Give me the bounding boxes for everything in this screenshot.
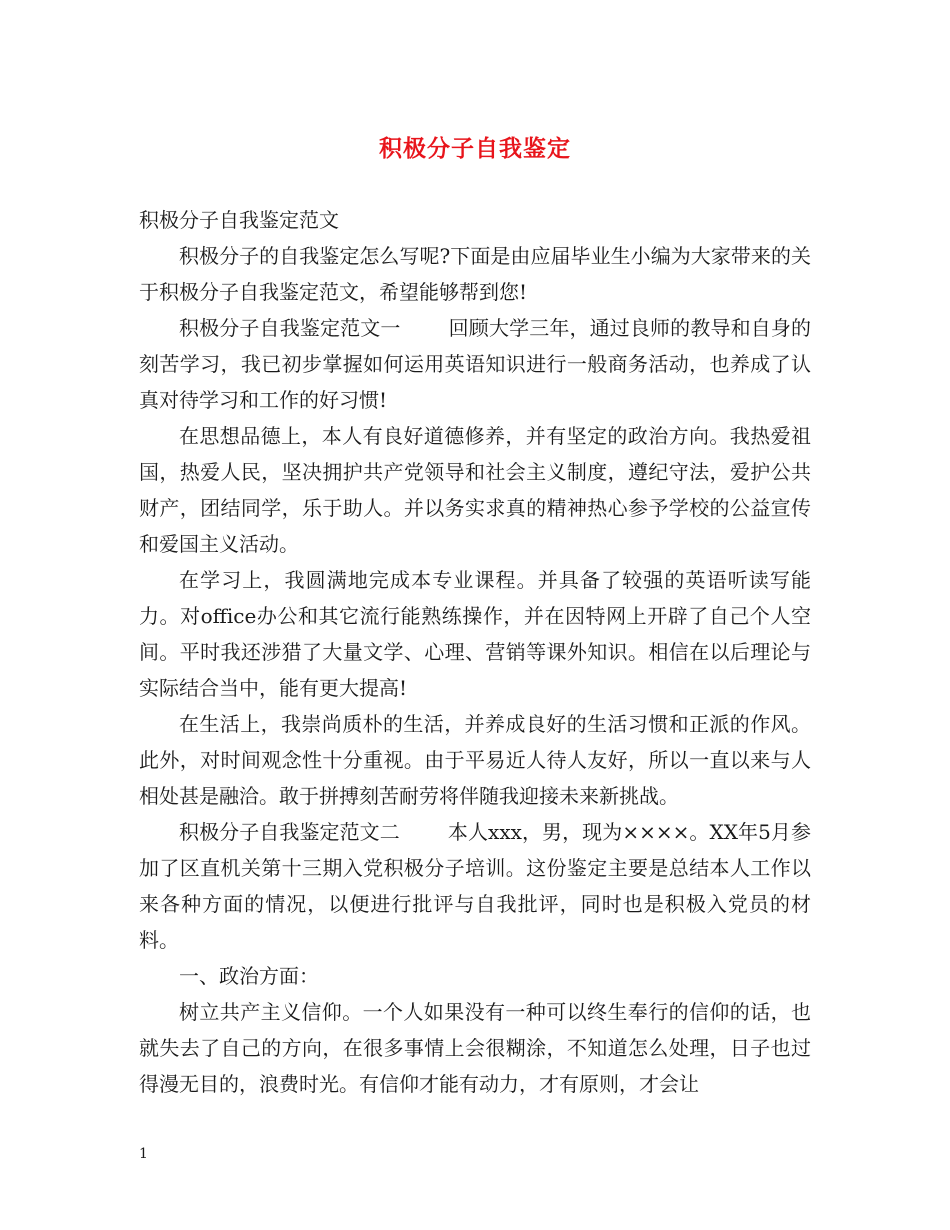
paragraph-study: 在学习上，我圆满地完成本专业课程。并具备了较强的英语听读写能力。对office办公和其它流行能熟练操作，并在因特网上开辟了自己个人空间。平时我还涉猎了大量文学、心理、营销等课外知识。相信在以后理论与实际结合当中，能有更大提高! <box>139 568 811 700</box>
paragraph-belief: 树立共产主义信仰。一个人如果没有一种可以终生奉行的信仰的话，也就失去了自己的方向，在很多事情上会很糊涂，不知道怎么处理，日子也过得漫无目的，浪费时光。有信仰才能有动力，才有原则，才会让 <box>139 1000 811 1096</box>
sample-two-heading: 积极分子自我鉴定范文二 <box>179 820 400 844</box>
section-heading-politics: 一、政治方面： <box>179 964 319 988</box>
sample-two-text: 本人xxx，男，现为××××。XX年5月参加了区直机关第十三期入党积极分子培训。这份鉴定主要是总结本人工作以来各种方面的情况，以便进行批评与自我批评，同时也是积极入党员的材料。 <box>139 820 812 952</box>
document-subtitle: 积极分子自我鉴定范文 <box>139 208 339 232</box>
paragraph-life: 在生活上，我崇尚质朴的生活，并养成良好的生活习惯和正派的作风。此外，对时间观念性十分重视。由于平易近人待人友好，所以一直以来与人相处甚是融洽。敢于拼搏刻苦耐劳将伴随我迎接未来新挑战。 <box>139 712 811 808</box>
document-title: 积极分子自我鉴定 <box>379 136 571 162</box>
sample-one-text: 回顾大学三年，通过良师的教导和自身的刻苦学习，我已初步掌握如何运用英语知识进行一般商务活动，也养成了认真对待学习和工作的好习惯! <box>139 316 812 412</box>
document-body <box>139 202 811 1102</box>
paragraph-sample-one <box>139 310 811 418</box>
sample-one-heading: 积极分子自我鉴定范文一 <box>179 316 401 340</box>
page-number: 1 <box>139 1146 148 1162</box>
paragraph-sample-two <box>139 814 811 958</box>
paragraph-ideology: 在思想品德上，本人有良好道德修养，并有坚定的政治方向。我热爱祖国，热爱人民，坚决拥护共产党领导和社会主义制度，遵纪守法，爱护公共财产，团结同学，乐于助人。并以务实求真的精神热心参予学校的公益宣传和爱国主义活动。 <box>139 424 811 556</box>
paragraph-intro: 积极分子的自我鉴定怎么写呢?下面是由应届毕业生小编为大家带来的关于积极分子自我鉴定范文，希望能够帮到您! <box>139 244 811 304</box>
